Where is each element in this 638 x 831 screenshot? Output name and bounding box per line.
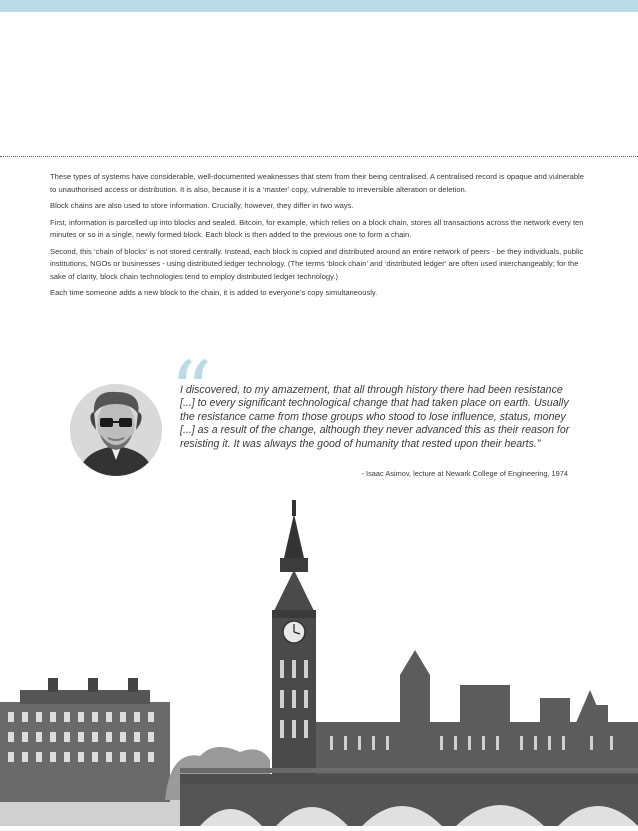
paragraph-first-difference: First, information is parcelled up into blocks and sealed. Bitcoin, for example, which relies on a block chain, stores all transactions across the network every ten minutes or so in a single, newly formed block. Each block is then added to the previous one to form a chain. [50,217,584,239]
paragraph-block-chains-intro: Block chains are also used to store information. Crucially, however, they differ in two ways. [50,201,354,210]
top-accent-band [0,0,638,12]
dotted-divider [0,156,638,157]
quote-attribution: - Isaac Asimov, lecture at Newark College of Engineering, 1974 [361,469,568,478]
quote-mark-icon: “ [170,345,212,440]
paragraph-simultaneous-copy: Each time someone adds a new block to the chain, it is added to everyone’s copy simultaneously. [50,288,378,297]
asimov-quote: I discovered, to my amazement, that all through history there had been resistance [...] to every significant technological change that had taken place on earth. Usually the resistance came from those groups who stood to lose influence, status, money [...] as a result of the change, although they never advanced this as their reason for resisting it. It was always the good of humanity that rested upon their hearts.” [180,384,570,450]
westminster-skyline-image [0,500,638,826]
body-text [50,171,585,304]
clock-tower [272,500,316,805]
paragraph-centralised-weaknesses: These types of systems have considerable, well-documented weaknesses that stem from their being centralised. A centralised record is opaque and vulnerable to unauthorised access or distribution. It is also, because it is a ‘master’ copy, vulnerable to irreversible alteration or deletion. [50,172,584,194]
asimov-portrait [70,384,162,476]
paragraph-second-difference: Second, this ‘chain of blocks’ is not stored centrally. Instead, each block is copied and distributed around an entire network of peers - be they individuals, public institutions, NGOs or businesses - using distributed ledger technology. (The terms ‘block chain’ and ‘distributed ledger’ are often used interchangeably; for the sake of clarity, block chain technologies tend to employ distributed ledger technology.) [50,246,584,281]
